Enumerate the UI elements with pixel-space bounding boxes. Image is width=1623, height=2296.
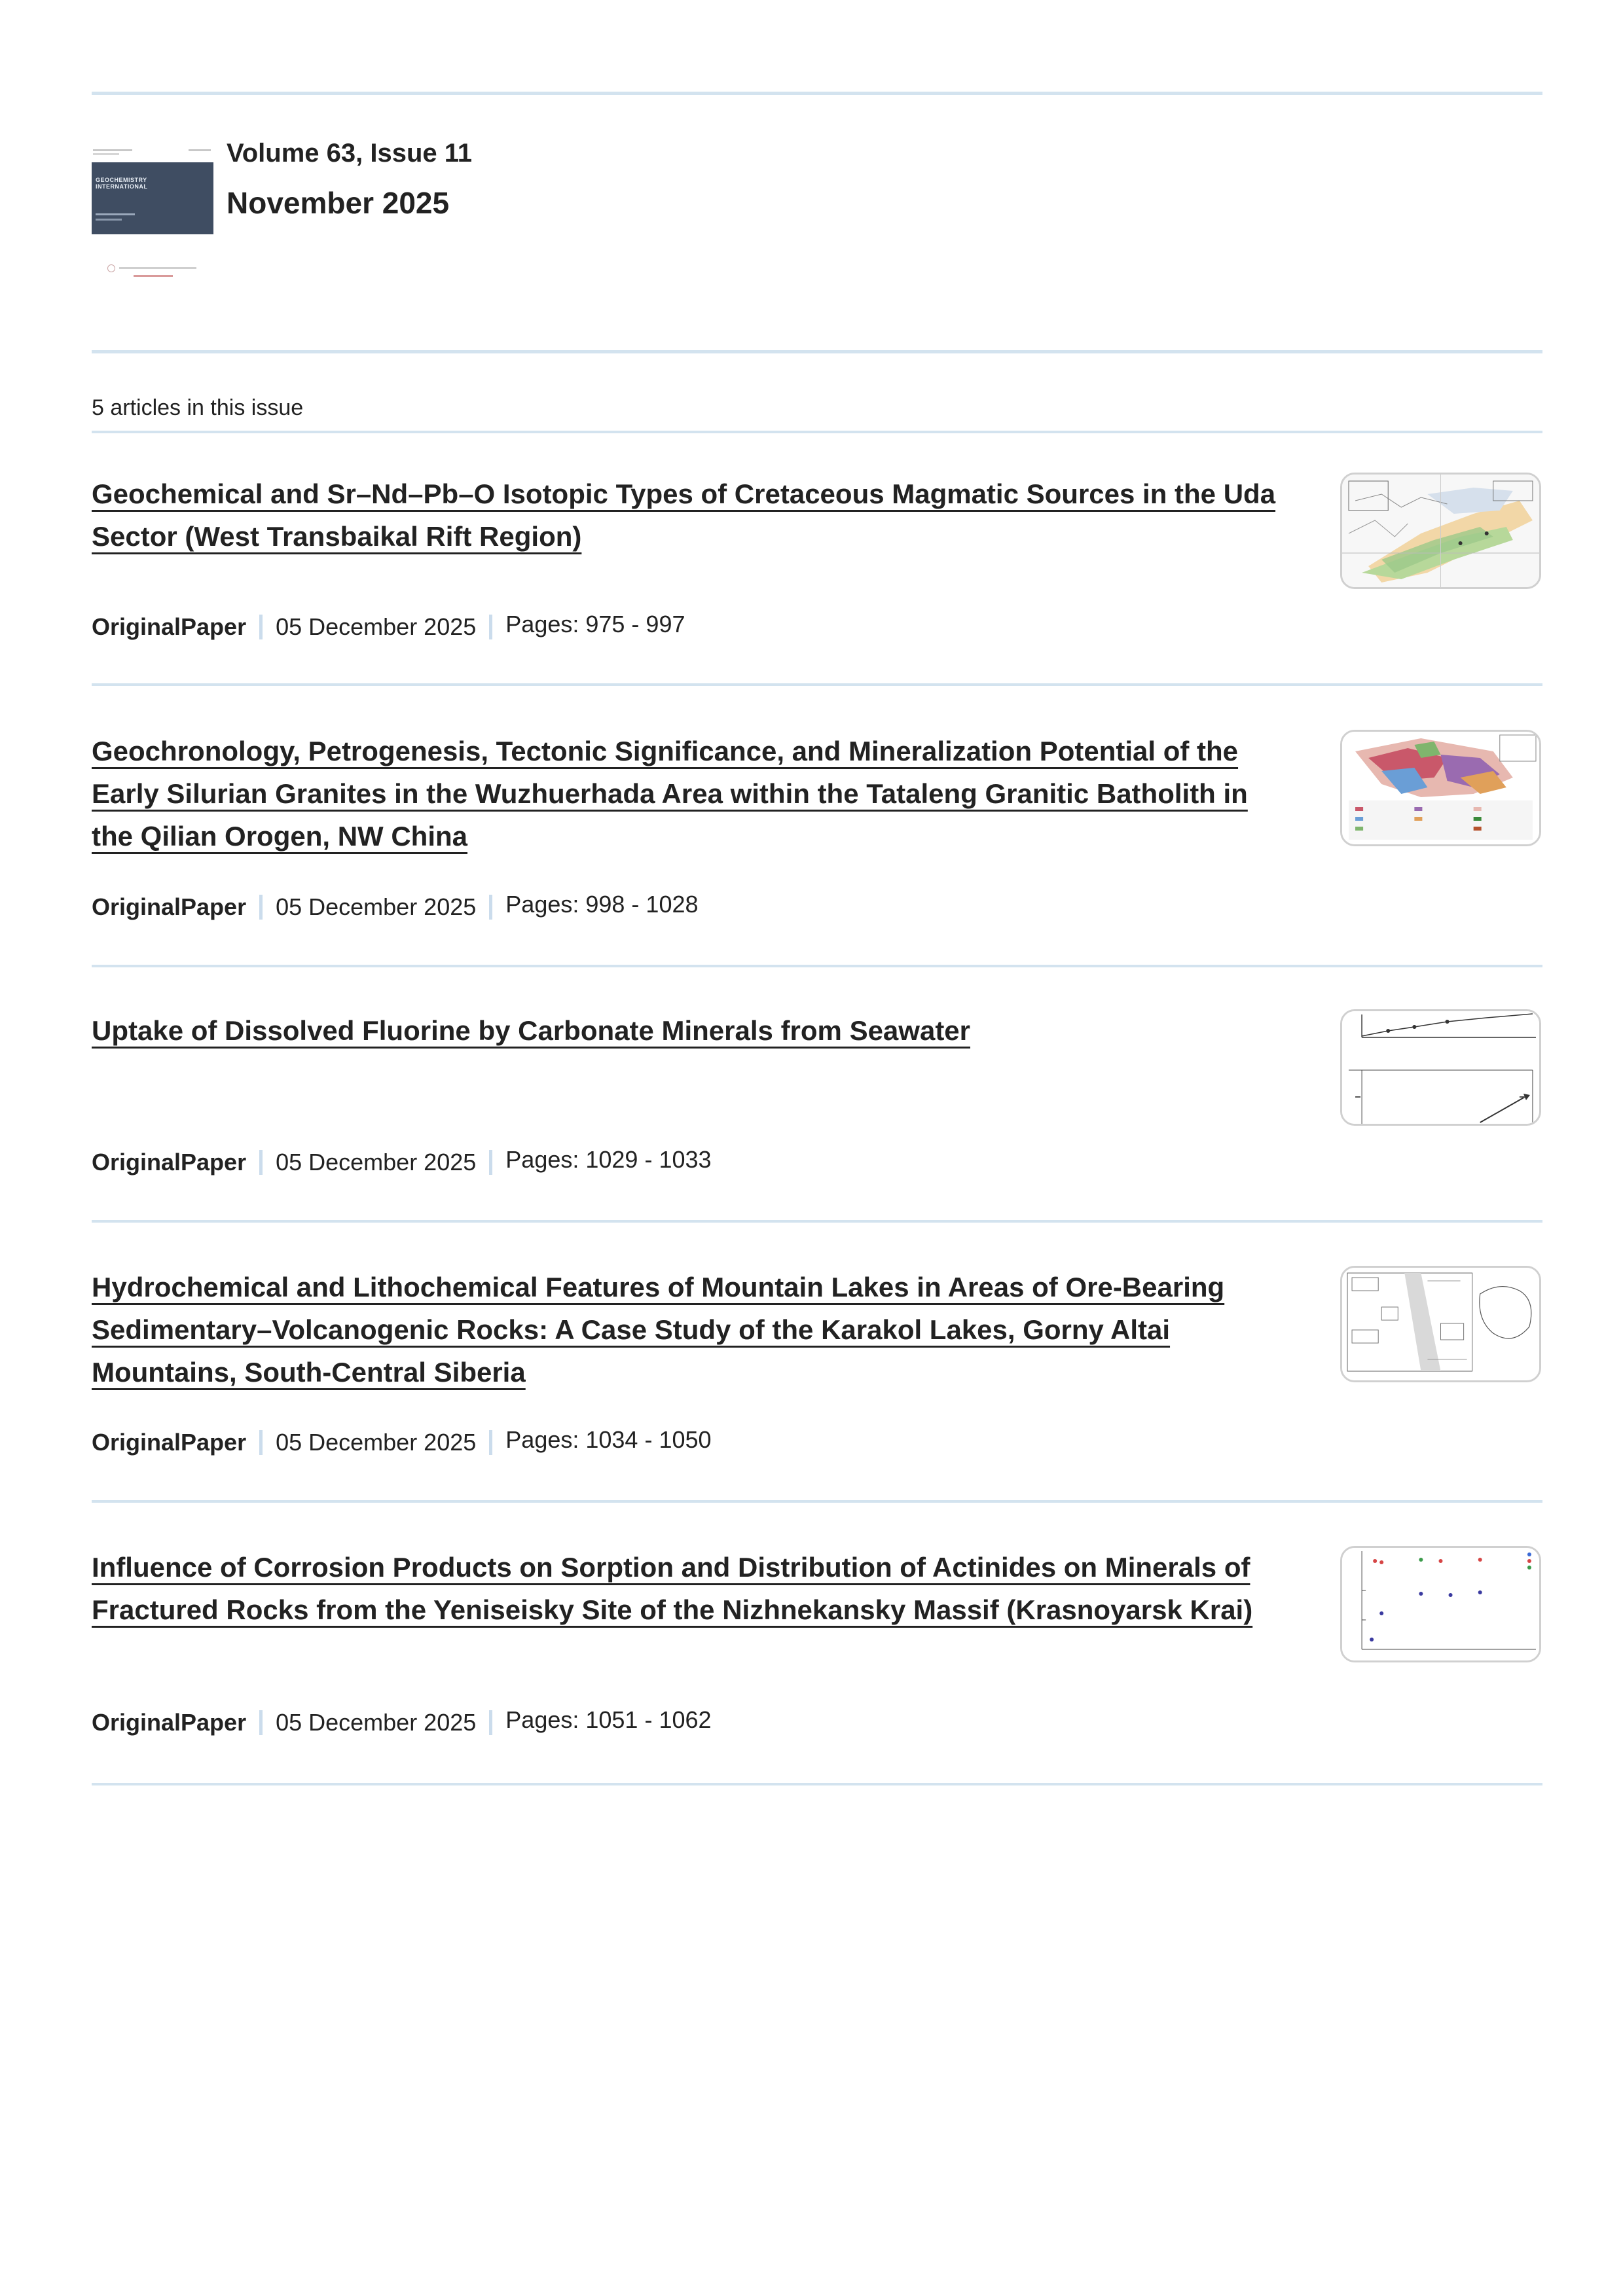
- meta-separator: [489, 1150, 492, 1175]
- issue-date: November 2025: [227, 186, 450, 220]
- article-meta: [92, 890, 699, 922]
- issue-volume-number: Volume 63, Issue 11: [227, 139, 473, 168]
- article-pages: Pages: 998 - 1028: [505, 891, 699, 918]
- article-pages: Pages: 975 - 997: [505, 611, 685, 638]
- article-type: OriginalPaper: [92, 1709, 247, 1736]
- article-count: 5 articles in this issue: [92, 395, 304, 420]
- article-pages: Pages: 1034 - 1050: [505, 1426, 712, 1454]
- journal-cover-image[interactable]: [92, 144, 213, 298]
- list-top-divider: [92, 431, 1542, 433]
- meta-separator: [489, 1430, 492, 1455]
- meta-separator: [259, 1150, 263, 1175]
- article-meta: [92, 610, 685, 641]
- article-type: OriginalPaper: [92, 613, 247, 641]
- list-bottom-divider: [92, 1783, 1542, 1785]
- article-meta: [92, 1706, 712, 1737]
- publisher-logo: [107, 266, 199, 271]
- article-divider: [92, 1220, 1542, 1223]
- article-divider: [92, 1500, 1542, 1503]
- meta-separator: [489, 1710, 492, 1735]
- line-graph-thumbnail[interactable]: [1340, 1009, 1541, 1126]
- meta-separator: [259, 1710, 263, 1735]
- article-pages: Pages: 1051 - 1062: [505, 1706, 712, 1734]
- article-meta: [92, 1145, 712, 1177]
- article-date: 05 December 2025: [276, 1149, 477, 1176]
- article-date: 05 December 2025: [276, 1429, 477, 1456]
- article-title-link[interactable]: Geochemical and Sr–Nd–Pb–O Isotopic Types of Cretaceous Magmatic Sources in the Uda Sector (West Transbaikal Rift Region): [92, 478, 1276, 552]
- meta-separator: [259, 615, 263, 639]
- article-divider: [92, 965, 1542, 967]
- article-title-link[interactable]: Hydrochemical and Lithochemical Features of Mountain Lakes in Areas of Ore-Bearing Sedimentary–Volcanogenic Rocks: A Case Study of the Karakol Lakes, Gorny Altai Mountains, South-Central Siberia: [92, 1272, 1225, 1388]
- article-title-link[interactable]: Uptake of Dissolved Fluorine by Carbonate Minerals from Seawater: [92, 1015, 971, 1046]
- article-type: OriginalPaper: [92, 893, 247, 921]
- article-type: OriginalPaper: [92, 1429, 247, 1456]
- article-title-link[interactable]: Geochronology, Petrogenesis, Tectonic Significance, and Mineralization Potential of the Early Silurian Granites in the Wuzhuerhada Area within the Tataleng Granitic Batholith in the Qilian Orogen, NW China: [92, 736, 1248, 852]
- geological-map-thumbnail[interactable]: [1340, 473, 1541, 589]
- location-map-thumbnail[interactable]: [1340, 1266, 1541, 1382]
- article-title-link[interactable]: Influence of Corrosion Products on Sorption and Distribution of Actinides on Minerals of Fractured Rocks from the Yeniseisky Site of the Nizhnekansky Massif (Krasnoyarsk Krai): [92, 1552, 1253, 1625]
- article-date: 05 December 2025: [276, 1709, 477, 1736]
- article-divider: [92, 683, 1542, 686]
- article-type: OriginalPaper: [92, 1149, 247, 1176]
- meta-separator: [489, 615, 492, 639]
- article-date: 05 December 2025: [276, 613, 477, 641]
- meta-separator: [259, 1430, 263, 1455]
- meta-separator: [489, 895, 492, 920]
- cover-journal-title: GEOCHEMISTRY INTERNATIONAL: [96, 177, 148, 190]
- header-divider: [92, 350, 1542, 353]
- article-meta: [92, 1426, 712, 1457]
- article-pages: Pages: 1029 - 1033: [505, 1146, 712, 1174]
- top-divider: [92, 92, 1542, 95]
- regional-geology-map-thumbnail[interactable]: [1340, 730, 1541, 846]
- meta-separator: [259, 895, 263, 920]
- article-date: 05 December 2025: [276, 893, 477, 921]
- scatter-plot-thumbnail[interactable]: [1340, 1546, 1541, 1662]
